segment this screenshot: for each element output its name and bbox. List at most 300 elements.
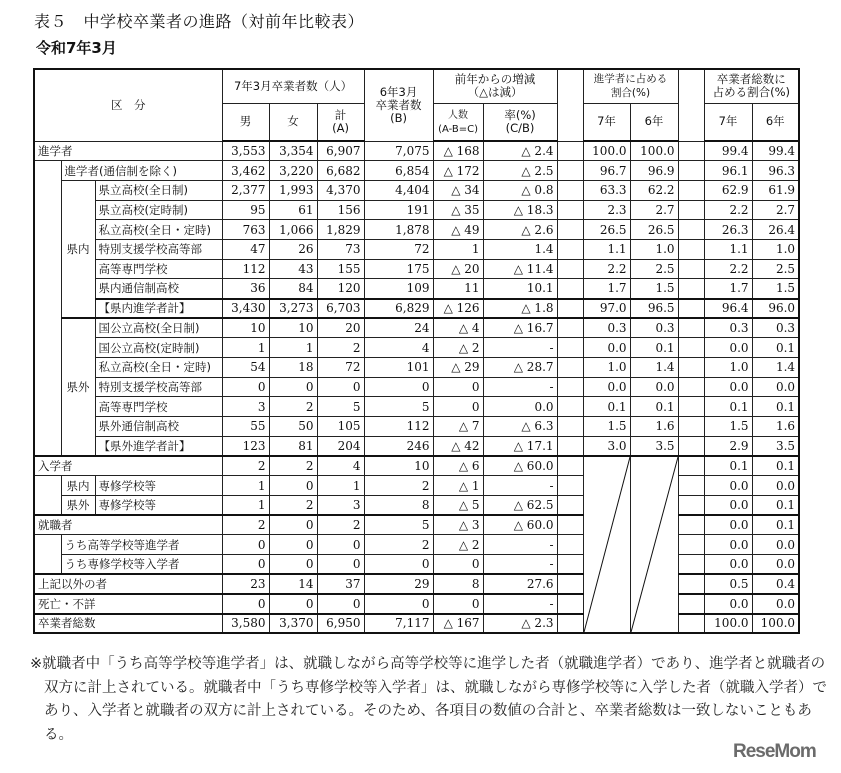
cell-tot-y6: 0.0 xyxy=(752,554,799,574)
cell-male: 54 xyxy=(222,358,269,378)
table-row xyxy=(34,299,799,319)
cell-change-num: △ 20 xyxy=(433,259,483,279)
cell-change-rate: △ 2.6 xyxy=(483,220,557,240)
cell-adv-y6: 0.3 xyxy=(630,318,678,338)
cell-change-num: 0 xyxy=(433,554,483,574)
indent-cell xyxy=(34,476,61,515)
gap-cell xyxy=(678,574,704,594)
gap-cell xyxy=(678,180,704,200)
cell-tot-y7: 96.1 xyxy=(704,161,752,181)
table-row xyxy=(34,220,799,240)
cell-female: 2 xyxy=(269,456,317,476)
cell-male: 2 xyxy=(222,515,269,535)
resemom-logo: ReseMom xyxy=(733,741,816,762)
cell-change-num: △ 34 xyxy=(433,180,483,200)
cell-total-a: 2 xyxy=(317,338,364,358)
header-adv-y6: 6年 xyxy=(630,103,678,141)
row-label: 国公立高校(定時制) xyxy=(95,338,222,358)
header-category: 区 分 xyxy=(34,69,222,141)
cell-female: 3,354 xyxy=(269,141,317,161)
cell-change-num: △ 6 xyxy=(433,456,483,476)
cell-male: 3 xyxy=(222,397,269,417)
cell-tot-y7: 2.9 xyxy=(704,436,752,456)
gap-cell xyxy=(557,180,583,200)
table-row xyxy=(34,161,799,181)
date-label: 令和7年3月 xyxy=(36,39,117,57)
cell-male: 0 xyxy=(222,377,269,397)
gap-cell xyxy=(557,436,583,456)
cell-adv-y6: 0.1 xyxy=(630,397,678,417)
cell-tot-y6: 1.6 xyxy=(752,417,799,437)
cell-tot-y7: 0.0 xyxy=(704,554,752,574)
cell-change-rate: △ 16.7 xyxy=(483,318,557,338)
cell-change-rate: △ 60.0 xyxy=(483,456,557,476)
gap-cell xyxy=(557,554,583,574)
gap-cell xyxy=(557,141,583,161)
cell-female: 50 xyxy=(269,417,317,437)
gap-cell xyxy=(557,535,583,555)
row-label: 【県外進学者計】 xyxy=(95,436,222,456)
cell-total-b: 1,878 xyxy=(364,220,433,240)
group-label: 県内 xyxy=(61,180,95,318)
row-label: 高等専門学校 xyxy=(95,259,222,279)
cell-adv-y6: 62.2 xyxy=(630,180,678,200)
gap-cell xyxy=(557,574,583,594)
cell-adv-y6: 96.5 xyxy=(630,299,678,319)
cell-tot-y7: 26.3 xyxy=(704,220,752,240)
cell-tot-y6: 26.4 xyxy=(752,220,799,240)
row-label: うち高等学校等進学者 xyxy=(61,535,222,555)
cell-total-a: 0 xyxy=(317,554,364,574)
cell-tot-y7: 1.5 xyxy=(704,417,752,437)
cell-total-b: 4 xyxy=(364,338,433,358)
cell-total-a: 1,829 xyxy=(317,220,364,240)
header-grad-r6-text: 6年3月 卒業者数 (B) xyxy=(375,84,422,125)
gap-cell xyxy=(557,358,583,378)
cell-change-rate: - xyxy=(483,594,557,614)
cell-adv-y6: 96.9 xyxy=(630,161,678,181)
row-label: 死亡・不詳 xyxy=(34,594,222,614)
cell-female: 3,370 xyxy=(269,614,317,634)
cell-change-num: △ 49 xyxy=(433,220,483,240)
cell-change-rate: - xyxy=(483,476,557,496)
header-change-num xyxy=(433,103,483,141)
cell-male: 2,377 xyxy=(222,180,269,200)
cell-adv-y7: 26.5 xyxy=(583,220,630,240)
row-label: 私立高校(全日・定時) xyxy=(95,358,222,378)
cell-male: 0 xyxy=(222,594,269,614)
cell-change-num: 11 xyxy=(433,279,483,299)
cell-total-b: 7,075 xyxy=(364,141,433,161)
row-label: 進学者(通信制を除く) xyxy=(61,161,222,181)
gap-cell xyxy=(678,594,704,614)
cell-tot-y6: 96.3 xyxy=(752,161,799,181)
row-label: 国公立高校(全日制) xyxy=(95,318,222,338)
header-male: 男 xyxy=(222,103,269,141)
cell-total-b: 0 xyxy=(364,594,433,614)
gap-cell xyxy=(678,239,704,259)
cell-total-b: 4,404 xyxy=(364,180,433,200)
cell-total-a: 3 xyxy=(317,495,364,515)
cell-total-a: 6,950 xyxy=(317,614,364,634)
footnote: ※就職者中「うち高等学校等進学者」は、就職しながら高等学校等に進学した者（就職進学者）であり、進学者と就職者の双方に計上されている。就職者中「うち専修学校等入学者」は、就職しながら専修学校等に入学した者（就職入学者）であり、入学者と就職者の双方に計上されている。そのため、各項目の数値の合計と、卒業者総数は一致しないこともある。 xyxy=(30,656,827,743)
cell-adv-y6: 2.5 xyxy=(630,259,678,279)
cell-male: 95 xyxy=(222,200,269,220)
cell-total-b: 2 xyxy=(364,476,433,496)
table-row xyxy=(34,358,799,378)
cell-tot-y7: 2.2 xyxy=(704,259,752,279)
cell-change-rate: 27.6 xyxy=(483,574,557,594)
table-row xyxy=(34,456,799,476)
cell-tot-y6: 0.0 xyxy=(752,535,799,555)
cell-change-rate: △ 2.5 xyxy=(483,161,557,181)
cell-change-num: △ 172 xyxy=(433,161,483,181)
gap-cell xyxy=(557,279,583,299)
gap-cell xyxy=(557,200,583,220)
cell-adv-y7: 2.3 xyxy=(583,200,630,220)
table-row xyxy=(34,594,799,614)
cell-adv-y6: 0.1 xyxy=(630,338,678,358)
cell-adv-y6: 1.6 xyxy=(630,417,678,437)
header-change-rate-text: 率(%) (C/B) xyxy=(504,107,536,135)
cell-adv-y6: 1.4 xyxy=(630,358,678,378)
cell-male: 2 xyxy=(222,456,269,476)
cell-male: 0 xyxy=(222,554,269,574)
cell-change-num: △ 126 xyxy=(433,299,483,319)
gap-cell xyxy=(557,338,583,358)
cell-total-a: 0 xyxy=(317,535,364,555)
cell-tot-y6: 0.1 xyxy=(752,456,799,476)
cell-change-rate: △ 18.3 xyxy=(483,200,557,220)
cell-change-rate: △ 60.0 xyxy=(483,515,557,535)
cell-total-b: 6,829 xyxy=(364,299,433,319)
header-change-text: 前年からの増減 （△は減） xyxy=(454,72,536,100)
cell-change-rate: 10.1 xyxy=(483,279,557,299)
cell-total-a: 2 xyxy=(317,515,364,535)
cell-adv-y7: 1.0 xyxy=(583,358,630,378)
group-label: 県内 xyxy=(61,476,95,496)
gap-cell xyxy=(678,456,704,476)
cell-total-b: 191 xyxy=(364,200,433,220)
cell-total-b: 24 xyxy=(364,318,433,338)
cell-male: 0 xyxy=(222,535,269,555)
row-label: 特別支援学校高等部 xyxy=(95,377,222,397)
row-label: 卒業者総数 xyxy=(34,614,222,634)
cell-tot-y7: 1.7 xyxy=(704,279,752,299)
cell-tot-y7: 0.0 xyxy=(704,594,752,614)
cell-male: 1 xyxy=(222,495,269,515)
cell-tot-y7: 1.1 xyxy=(704,239,752,259)
table-row xyxy=(34,476,799,496)
cell-tot-y6: 0.1 xyxy=(752,397,799,417)
cell-total-b: 0 xyxy=(364,554,433,574)
cell-tot-y6: 0.1 xyxy=(752,338,799,358)
gap-cell xyxy=(557,397,583,417)
gap-cell xyxy=(678,495,704,515)
cell-adv-y6: 3.5 xyxy=(630,436,678,456)
cell-adv-y7: 1.7 xyxy=(583,279,630,299)
table-row xyxy=(34,180,799,200)
cell-change-rate: △ 11.4 xyxy=(483,259,557,279)
gap-cell xyxy=(678,614,704,634)
cell-female: 2 xyxy=(269,397,317,417)
gap-cell xyxy=(678,417,704,437)
cell-change-num: △ 2 xyxy=(433,535,483,555)
table-row xyxy=(34,515,799,535)
cell-change-rate: △ 17.1 xyxy=(483,436,557,456)
header-tot-y7: 7年 xyxy=(704,103,752,141)
cell-adv-y7: 96.7 xyxy=(583,161,630,181)
table-row xyxy=(34,279,799,299)
table-row xyxy=(34,318,799,338)
header-grad-r6 xyxy=(364,69,433,141)
gap-cell xyxy=(678,397,704,417)
cell-change-num: △ 4 xyxy=(433,318,483,338)
cell-adv-y6: 2.7 xyxy=(630,200,678,220)
table-row xyxy=(34,259,799,279)
cell-adv-y7: 0.3 xyxy=(583,318,630,338)
cell-change-num: 0 xyxy=(433,397,483,417)
cell-tot-y6: 99.4 xyxy=(752,141,799,161)
cell-adv-y6: 0.0 xyxy=(630,377,678,397)
cell-adv-y7: 2.2 xyxy=(583,259,630,279)
cell-total-b: 7,117 xyxy=(364,614,433,634)
diagonal-line-icon xyxy=(631,457,678,632)
gap-cell xyxy=(678,299,704,319)
header-adv-y7: 7年 xyxy=(583,103,630,141)
cell-change-rate: △ 2.4 xyxy=(483,141,557,161)
group-label: 県外 xyxy=(61,495,95,515)
row-label: 県立高校(全日制) xyxy=(95,180,222,200)
header-female: 女 xyxy=(269,103,317,141)
cell-tot-y7: 62.9 xyxy=(704,180,752,200)
cell-change-rate: △ 0.8 xyxy=(483,180,557,200)
cell-total-b: 6,854 xyxy=(364,161,433,181)
cell-adv-y7: 63.3 xyxy=(583,180,630,200)
cell-adv-y7: 0.0 xyxy=(583,377,630,397)
cell-change-num: 8 xyxy=(433,574,483,594)
row-label: 私立高校(全日・定時) xyxy=(95,220,222,240)
cell-tot-y6: 2.5 xyxy=(752,259,799,279)
cell-tot-y7: 96.4 xyxy=(704,299,752,319)
table-row xyxy=(34,535,799,555)
gap-cell xyxy=(557,476,583,496)
cell-adv-y6: 100.0 xyxy=(630,141,678,161)
cell-female: 0 xyxy=(269,476,317,496)
gap-cell xyxy=(557,318,583,338)
cell-change-num: △ 5 xyxy=(433,495,483,515)
row-label: 就職者 xyxy=(34,515,222,535)
cell-change-num: 0 xyxy=(433,594,483,614)
table-row xyxy=(34,377,799,397)
cell-change-num: △ 29 xyxy=(433,358,483,378)
gap-cell xyxy=(678,515,704,535)
cell-tot-y7: 0.5 xyxy=(704,574,752,594)
gap-cell xyxy=(557,259,583,279)
cell-tot-y6: 3.5 xyxy=(752,436,799,456)
indent-cell xyxy=(34,161,61,456)
cell-tot-y7: 0.3 xyxy=(704,318,752,338)
cell-total-a: 6,703 xyxy=(317,299,364,319)
cell-total-a: 204 xyxy=(317,436,364,456)
row-label: 高等専門学校 xyxy=(95,397,222,417)
diagonal-na-cell xyxy=(583,456,630,633)
gap-cell xyxy=(557,495,583,515)
cell-female: 1,066 xyxy=(269,220,317,240)
cell-change-num: 0 xyxy=(433,377,483,397)
gap-cell xyxy=(678,318,704,338)
cell-tot-y6: 1.5 xyxy=(752,279,799,299)
row-label: 入学者 xyxy=(34,456,222,476)
cell-total-a: 73 xyxy=(317,239,364,259)
cell-male: 3,580 xyxy=(222,614,269,634)
group-label: 県外 xyxy=(61,318,95,456)
cell-tot-y6: 2.7 xyxy=(752,200,799,220)
cell-tot-y6: 0.3 xyxy=(752,318,799,338)
cell-total-a: 105 xyxy=(317,417,364,437)
cell-change-num: △ 35 xyxy=(433,200,483,220)
cell-tot-y6: 0.4 xyxy=(752,574,799,594)
table-row xyxy=(34,574,799,594)
header-grad-r7: 7年3月卒業者数（人） xyxy=(222,69,364,103)
cell-total-a: 1 xyxy=(317,476,364,496)
cell-tot-y7: 0.0 xyxy=(704,377,752,397)
cell-female: 1,993 xyxy=(269,180,317,200)
row-label: 県立高校(定時制) xyxy=(95,200,222,220)
cell-total-a: 156 xyxy=(317,200,364,220)
cell-total-b: 175 xyxy=(364,259,433,279)
cell-total-a: 5 xyxy=(317,397,364,417)
cell-male: 3,553 xyxy=(222,141,269,161)
cell-total-a: 0 xyxy=(317,377,364,397)
cell-tot-y6: 100.0 xyxy=(752,614,799,634)
cell-adv-y7: 1.1 xyxy=(583,239,630,259)
cell-tot-y7: 0.0 xyxy=(704,515,752,535)
cell-tot-y6: 0.0 xyxy=(752,377,799,397)
cell-change-rate: - xyxy=(483,377,557,397)
cell-tot-y6: 0.0 xyxy=(752,594,799,614)
table-row xyxy=(34,239,799,259)
cell-total-b: 112 xyxy=(364,417,433,437)
cell-change-rate: △ 62.5 xyxy=(483,495,557,515)
gap-cell xyxy=(678,141,704,161)
gap-cell xyxy=(678,535,704,555)
header-share-adv xyxy=(583,69,678,103)
cell-total-b: 8 xyxy=(364,495,433,515)
gap-cell xyxy=(557,614,583,634)
gap-cell xyxy=(557,299,583,319)
header-share-adv-text: 進学者に占める 割合(%) xyxy=(593,73,668,100)
cell-total-b: 109 xyxy=(364,279,433,299)
gap-cell xyxy=(557,239,583,259)
cell-total-a: 155 xyxy=(317,259,364,279)
cell-adv-y6: 1.0 xyxy=(630,239,678,259)
row-label: 【県内進学者計】 xyxy=(95,299,222,319)
cell-change-rate: △ 6.3 xyxy=(483,417,557,437)
table-row xyxy=(34,141,799,161)
cell-female: 61 xyxy=(269,200,317,220)
cell-female: 81 xyxy=(269,436,317,456)
gap-cell xyxy=(678,259,704,279)
cell-tot-y7: 100.0 xyxy=(704,614,752,634)
cell-male: 1 xyxy=(222,338,269,358)
cell-tot-y7: 0.0 xyxy=(704,535,752,555)
row-label: 専修学校等 xyxy=(95,476,222,496)
cell-total-a: 72 xyxy=(317,358,364,378)
indent-cell xyxy=(34,535,61,574)
row-label: 上記以外の者 xyxy=(34,574,222,594)
cell-female: 3,220 xyxy=(269,161,317,181)
cell-total-a: 0 xyxy=(317,594,364,614)
gap-cell xyxy=(678,338,704,358)
cell-male: 123 xyxy=(222,436,269,456)
cell-total-b: 5 xyxy=(364,515,433,535)
cell-tot-y6: 0.1 xyxy=(752,495,799,515)
table-body xyxy=(34,141,799,633)
cell-tot-y7: 0.0 xyxy=(704,338,752,358)
cell-change-num: △ 42 xyxy=(433,436,483,456)
cell-change-rate: △ 2.3 xyxy=(483,614,557,634)
cell-total-b: 101 xyxy=(364,358,433,378)
cell-male: 3,462 xyxy=(222,161,269,181)
gap-cell xyxy=(678,200,704,220)
cell-female: 3,273 xyxy=(269,299,317,319)
cell-tot-y6: 1.0 xyxy=(752,239,799,259)
cell-adv-y7: 0.1 xyxy=(583,397,630,417)
gap-cell xyxy=(678,358,704,378)
table-row xyxy=(34,436,799,456)
cell-change-num: △ 7 xyxy=(433,417,483,437)
cell-female: 0 xyxy=(269,515,317,535)
cell-change-rate: △ 1.8 xyxy=(483,299,557,319)
cell-tot-y6: 96.0 xyxy=(752,299,799,319)
table-row xyxy=(34,417,799,437)
cell-female: 1 xyxy=(269,338,317,358)
gap-cell xyxy=(557,515,583,535)
gap-cell xyxy=(557,417,583,437)
table-row xyxy=(34,495,799,515)
cell-male: 10 xyxy=(222,318,269,338)
cell-female: 14 xyxy=(269,574,317,594)
table-row xyxy=(34,338,799,358)
cell-total-b: 246 xyxy=(364,436,433,456)
header-total-a xyxy=(317,103,364,141)
cell-total-b: 29 xyxy=(364,574,433,594)
cell-male: 763 xyxy=(222,220,269,240)
header-gap xyxy=(557,69,583,141)
cell-male: 3,430 xyxy=(222,299,269,319)
gap-cell xyxy=(678,279,704,299)
row-label: 進学者 xyxy=(34,141,222,161)
cell-total-a: 6,682 xyxy=(317,161,364,181)
cell-male: 55 xyxy=(222,417,269,437)
header-change xyxy=(433,69,557,103)
cell-change-num: △ 167 xyxy=(433,614,483,634)
gap-cell xyxy=(678,554,704,574)
cell-change-num: △ 2 xyxy=(433,338,483,358)
gap-cell xyxy=(557,456,583,476)
cell-tot-y6: 1.4 xyxy=(752,358,799,378)
cell-tot-y7: 0.0 xyxy=(704,476,752,496)
gap-cell xyxy=(678,220,704,240)
cell-male: 36 xyxy=(222,279,269,299)
cell-adv-y6: 26.5 xyxy=(630,220,678,240)
gap-cell xyxy=(678,476,704,496)
cell-female: 0 xyxy=(269,594,317,614)
gap-cell xyxy=(557,161,583,181)
cell-total-b: 0 xyxy=(364,377,433,397)
page-title: 表５ 中学校卒業者の進路（対前年比較表） xyxy=(34,12,365,31)
